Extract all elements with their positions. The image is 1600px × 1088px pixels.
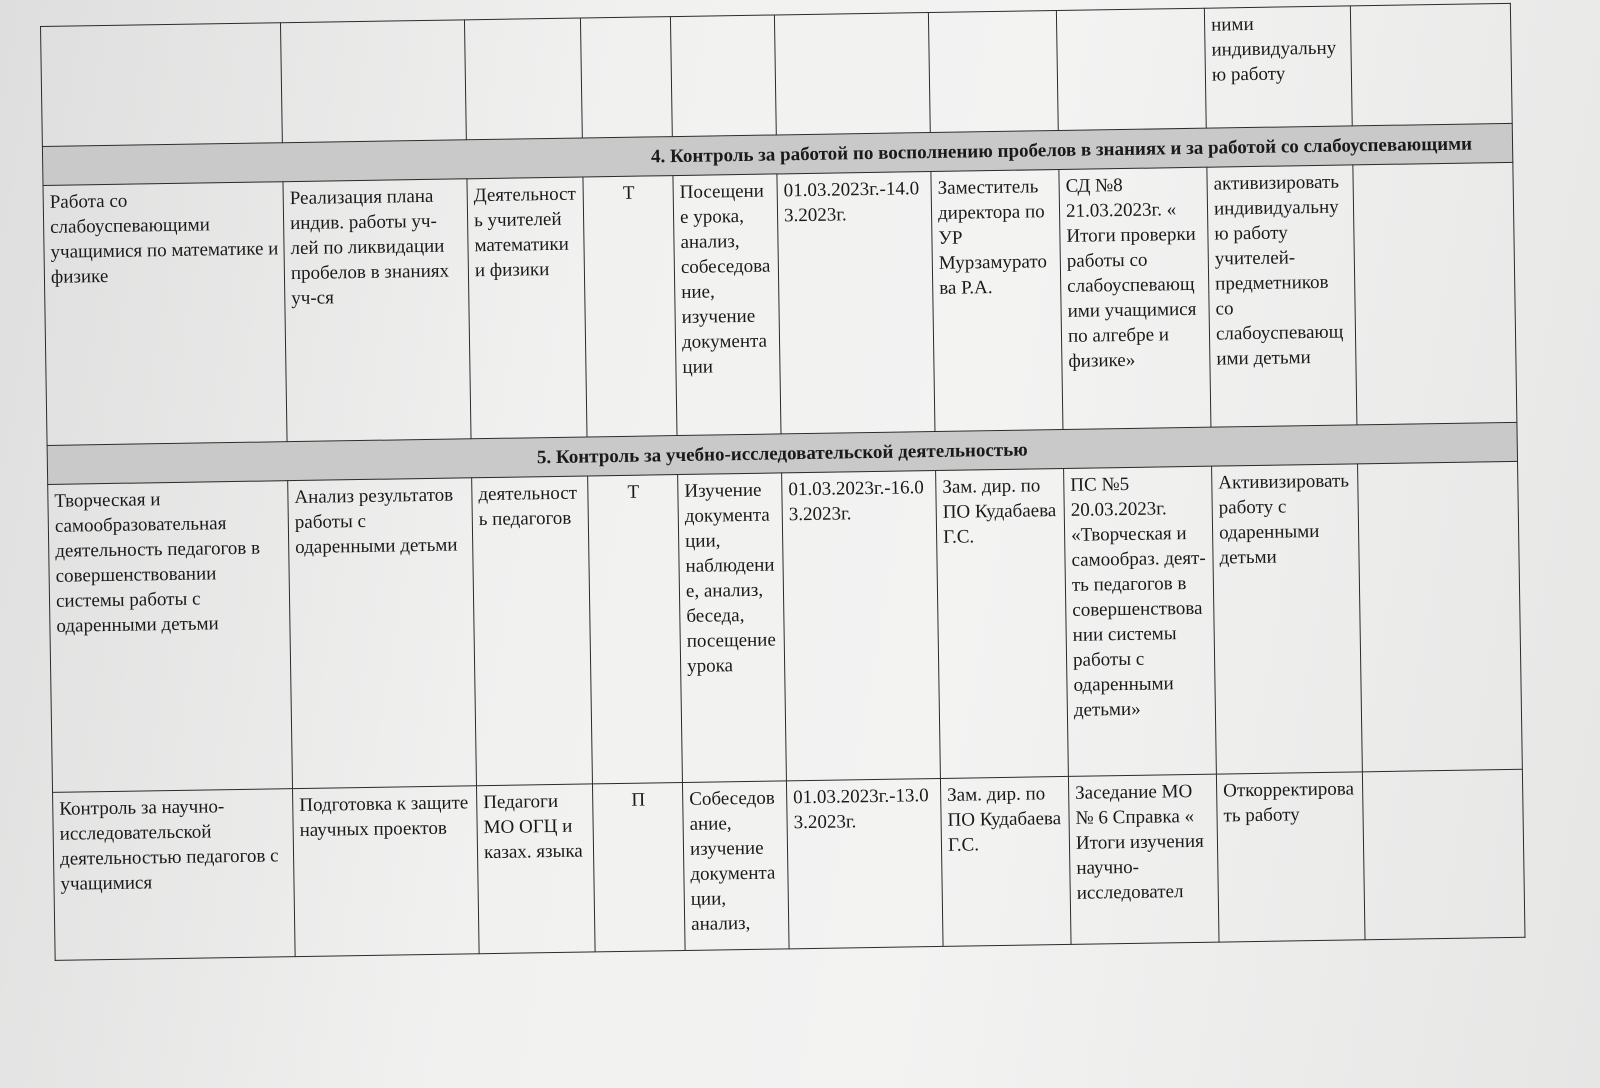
cell-note [1350,3,1512,125]
control-plan-table [40,3,1526,961]
cell-where: ПС №5 20.03.2023г. «Творческая и самообраз. деят-ть педагогов в совершенствовании системы работы с одаренными детьми» [1064,466,1217,776]
section-4-title: 4. Контроль за работой по восполнению пробелов в знаниях и за работой со слабоуспевающими [42,123,1512,185]
cell-methods: Собеседование, изучение документации, анализ, [682,781,789,951]
cell-methods: Посещение урока, анализ, собеседование, изучение документации [673,174,781,436]
cell-responsible: Заместитель директора по УР Мурзамуратова Р.А. [931,170,1063,432]
cell-note [1353,162,1517,424]
cell-responsible: Зам. дир. по ПО Кудабаева Г.С. [940,776,1071,946]
cell-result: Откорректировать работу [1216,772,1365,942]
cell-topic: Контроль за научно-исследовательской деятельностью педагогов с учащимися [53,789,296,961]
section-5-title: 5. Контроль за учебно-исследовательской деятельностью [47,422,1517,484]
cell-dates: 01.03.2023г.-13.03.2023г. [786,778,943,948]
cell-goal: Подготовка к защите научных проектов [293,786,480,957]
cell-topic: Творческая и самообразовательная деятельность педагогов в совершенствовании системы работы с одаренными детьми [48,481,293,793]
cell-dates: 01.03.2023г.-16.03.2023г. [782,470,941,780]
cell-where: СД №8 21.03.2023г. « Итоги проверки работы со слабоуспевающими учащимися по алгебре и физике» [1059,167,1211,429]
cell-type: Т [583,176,677,437]
cell-goal [280,20,466,143]
cell-note [1362,769,1525,939]
cell-topic: Работа со слабоуспевающими учащимися по математике и физике [43,182,287,446]
table-row [43,162,1517,445]
cell-methods [670,15,776,137]
cell-result: ними индивидуальную работу [1204,6,1352,128]
cell-object: Педагоги МО ОГЦ и казах. языка [476,784,595,954]
cell-result: Активизировать работу с одаренными детьми [1212,464,1363,774]
cell-note [1358,461,1523,771]
cell-where [1056,8,1206,130]
cell-object [464,18,582,140]
cell-responsible: Зам. дир. по ПО Кудабаева Г.С. [936,468,1069,778]
cell-type [580,17,672,138]
cell-object: Деятельность учителей математики и физики [467,177,587,439]
cell-responsible [928,11,1058,133]
cell-dates: 01.03.2023г.-14.03.2023г. [777,172,935,434]
table-row [53,769,1525,960]
cell-topic [41,23,283,147]
cell-methods: Изучение документации, наблюдение, анализ, беседа, посещение урока [678,473,787,783]
document-sheet [40,2,1556,1035]
cell-goal: Анализ результатов работы с одаренными детьми [288,478,477,789]
cell-goal: Реализация плана индив. работы уч-лей по ликвидации пробелов в знаниях уч-ся [283,179,471,442]
cell-result: активизировать индивидуальную работу учителей-предметников со слабоуспевающими детьми [1207,165,1357,427]
cell-object: деятельность педагогов [472,476,593,786]
cell-type: П [592,783,685,952]
table-row [48,461,1523,792]
table-row [41,3,1513,146]
cell-dates [774,13,930,135]
cell-where: Заседание МО № 6 Справка « Итоги изучения научно-исследовател [1068,774,1219,944]
cell-type: Т [588,475,683,784]
